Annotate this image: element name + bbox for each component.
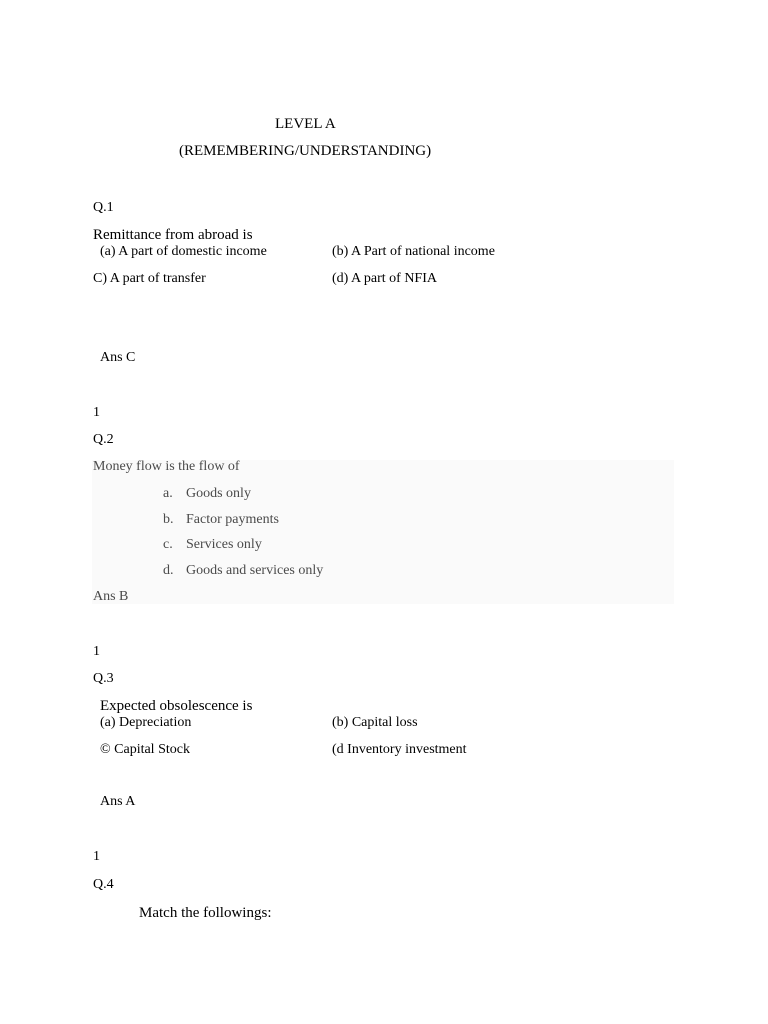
option-a: (a) Depreciation: [100, 715, 192, 730]
level-heading: LEVEL A: [275, 116, 336, 132]
marks: 1: [93, 405, 100, 420]
option-c: © Capital Stock: [100, 742, 190, 757]
option-b: (b) A Part of national income: [332, 244, 495, 259]
list-item-marker: b.: [163, 512, 174, 527]
list-item-marker: a.: [163, 486, 173, 501]
option-d: (d Inventory investment: [332, 742, 467, 757]
question-text: Expected obsolescence is: [100, 698, 253, 714]
option-d: (d) A part of NFIA: [332, 271, 437, 286]
list-item: Goods only: [186, 486, 251, 501]
question-text: Money flow is the flow of: [93, 459, 240, 474]
question-number: Q.3: [93, 671, 114, 686]
marks: 1: [93, 644, 100, 659]
question-text: Remittance from abroad is: [93, 227, 253, 243]
question-number: Q.4: [93, 877, 114, 892]
marks: 1: [93, 849, 100, 864]
answer: Ans C: [100, 350, 136, 365]
question-number: Q.2: [93, 432, 114, 447]
level-subtitle: (REMEMBERING/UNDERSTANDING): [179, 143, 432, 159]
option-b: (b) Capital loss: [332, 715, 418, 730]
question-2-panel: [92, 460, 674, 604]
question-number: Q.1: [93, 200, 114, 215]
list-item: Goods and services only: [186, 563, 324, 578]
question-text: Match the followings:: [139, 905, 272, 921]
list-item-marker: c.: [163, 537, 173, 552]
list-item: Factor payments: [186, 512, 279, 527]
option-a: (a) A part of domestic income: [100, 244, 267, 259]
list-item-marker: d.: [163, 563, 174, 578]
answer: Ans A: [100, 794, 136, 809]
option-c: C) A part of transfer: [93, 271, 206, 286]
list-item: Services only: [186, 537, 262, 552]
answer: Ans B: [93, 589, 129, 604]
